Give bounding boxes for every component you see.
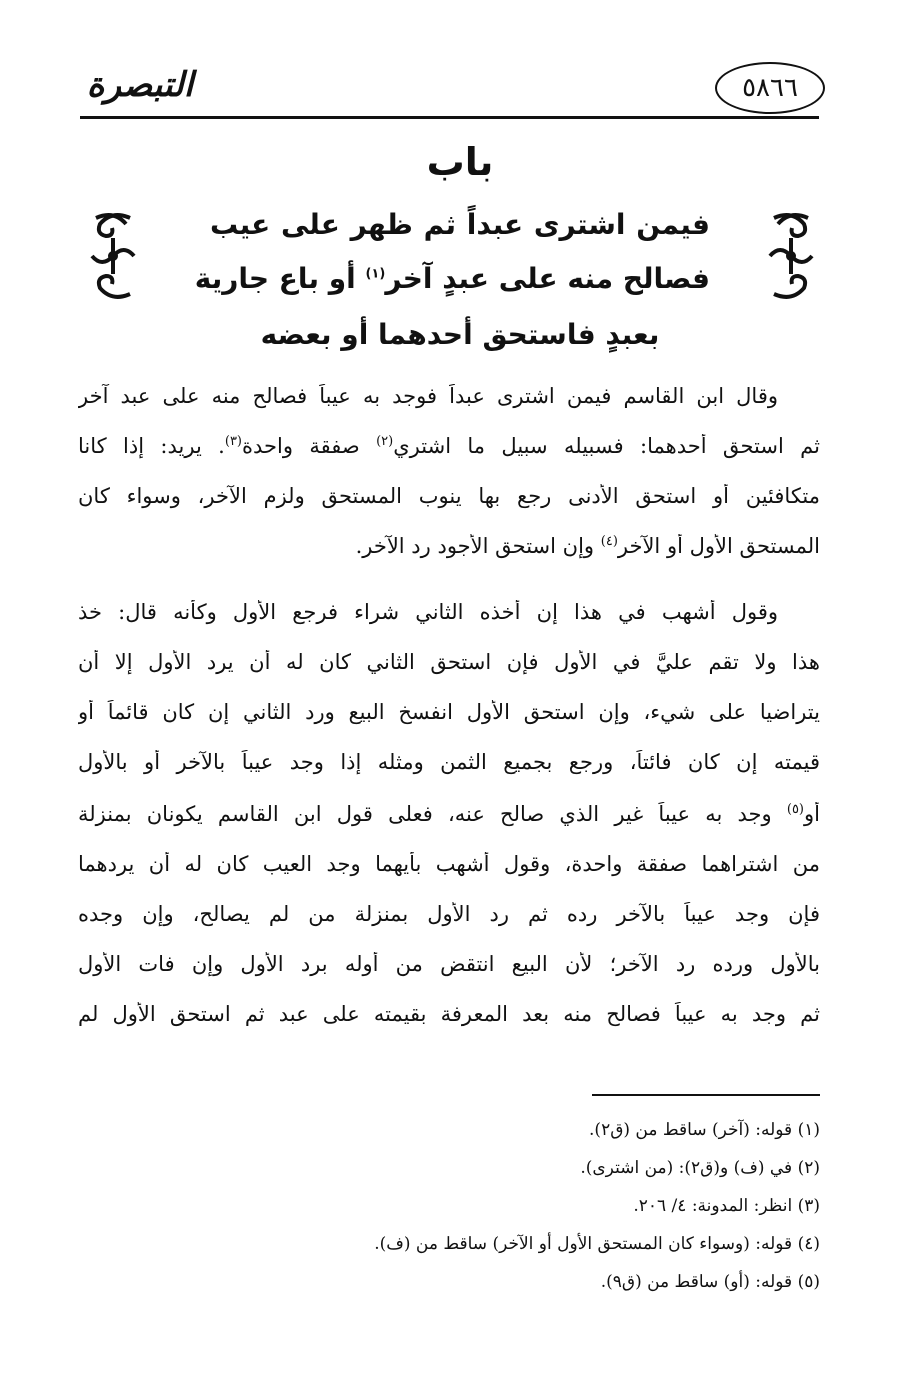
text-span: . يريد: إذا كانا (78, 434, 225, 458)
header-rule (80, 116, 819, 119)
text-span: وجد به عيباً غير الذي صالح عنه، فعلى قول ابن القاسم يكونان بمنزلة (78, 802, 772, 826)
chapter-word: باب (426, 140, 494, 184)
text-span: أو (804, 802, 820, 826)
chapter-title-line-2 (194, 262, 710, 295)
text-line: يتراضيا على شيء، وإن استحق الأول انفسخ البيع ورد الثاني إن كان قائماً أو (78, 700, 820, 724)
text-line: هذا ولا تقم عليَّ في الأول فإن استحق الثاني كان له أن يرد الأول إلا أن (78, 650, 820, 674)
text-span: المستحق الأول أو الآخر (617, 534, 820, 558)
chapter-title-line-3: بعبدٍ فاستحق أحدهما أو بعضه (260, 318, 660, 351)
footnote-ref-1: (١) (365, 266, 386, 282)
chapter-title-line-2a: فصالح منه على عبدٍ آخر (385, 262, 710, 295)
footnote-1: (١) قوله: (آخر) ساقط من (ق٢). (589, 1120, 820, 1140)
footnote-ref-5: (٥) (786, 802, 804, 817)
text-line: من اشتراهما صفقة واحدة، وقول أشهب بأيهما وجد العيب كان له أن يردهما (78, 852, 820, 876)
footnote-3: (٣) انظر: المدونة: ٤/ ٢٠٦. (633, 1196, 820, 1216)
chapter-title-line-1: فيمن اشترى عبداً ثم ظهر على عيب (210, 208, 710, 241)
text-line: فإن وجد عيباً بالآخر رده ثم رد الأول بمنزلة من لم يصالح، وإن وجده (78, 902, 820, 926)
footnote-2: (٢) في (ف) و(ق٢): (من اشترى). (580, 1158, 820, 1178)
floral-ornament-icon (760, 208, 822, 304)
text-line (78, 534, 820, 574)
text-span: صفقة واحدة (242, 434, 360, 458)
footnote-ref-3: (٣) (224, 434, 242, 449)
text-line: ثم وجد به عيباً فصالح منه بعد المعرفة بقيمته على عبد ثم استحق الأول لم (78, 1002, 820, 1026)
footnote-ref-2: (٢) (376, 434, 394, 449)
text-line: وقال ابن القاسم فيمن اشترى عبداً فوجد به عيباً فصالح منه على عبد آخر (78, 384, 778, 408)
text-line: بالأول ورده رد الآخر؛ لأن البيع انتقض من أوله برد الأول وإن فات الأول (78, 952, 820, 976)
text-line: متكافئين أو استحق الأدنى رجع بها ينوب المستحق ولزم الآخر، وسواء كان (78, 484, 820, 508)
running-title: التبصرة (86, 65, 194, 105)
text-line (78, 434, 820, 474)
footnote-4: (٤) قوله: (وسواء كان المستحق الأول أو الآخر) ساقط من (ف). (374, 1234, 820, 1254)
text-line: وقول أشهب في هذا إن أخذه الثاني شراء فرجع الأول وكأنه قال: خذ (78, 600, 778, 624)
footnote-5: (٥) قوله: (أو) ساقط من (ق٩). (600, 1272, 820, 1292)
text-span: وإن استحق الأجود رد الآخر. (355, 534, 595, 558)
floral-ornament-icon (82, 208, 144, 304)
page-number: ٥٨٦٦ (715, 62, 825, 114)
footnote-separator (592, 1094, 820, 1096)
footnote-ref-4: (٤) (600, 534, 618, 549)
text-line (78, 802, 820, 842)
text-line: قيمته إن كان فائتاً، ورجع بجميع الثمن ومثله إذا وجد عيباً بالآخر أو بالأول (78, 750, 820, 774)
text-span: ثم استحق أحدهما: فسبيله سبيل ما اشتري (393, 434, 820, 458)
chapter-title-line-2b: أو باع جارية (194, 262, 356, 295)
